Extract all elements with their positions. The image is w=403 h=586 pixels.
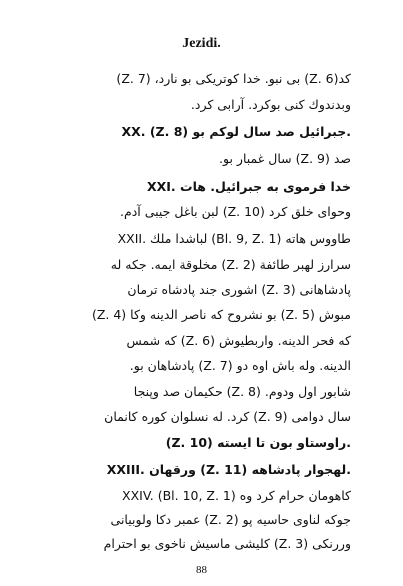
text-line: كه فحر الدينه. واربطيوش (Z. 6) كه شمس <box>126 333 351 348</box>
text-line: XXIII. ورقهان (Z. 11) لهجوار پادشاهه. <box>106 462 351 477</box>
text-line: شابور اول ودوم. (Z. 8) حكيمان صد وپنجا <box>133 384 351 399</box>
text-line: XXIV. (Bl. 10, Z. 1) كاهومان حرام كرد وه <box>122 488 351 503</box>
text-line: (Z. 4) بو نشروح كه ناصر الدينه وكا (Z. 5) مبوش <box>91 307 351 322</box>
text-line: XXI. خدا فرموى به جبرائيل. هات <box>146 179 351 194</box>
page-number: 88 <box>196 564 207 576</box>
text-line: جوكه لناوى حاسيه پو (Z. 2) عمبر دكا ولوبيانى <box>110 512 351 527</box>
text-line: وحواى خلق كرد (Z. 10) لبن باغل جيبى آدم. <box>119 204 351 219</box>
text-line: وررنكى (Z. 3) كليشى ماسيش ناخوى بو احترام <box>103 536 351 551</box>
page-header: Jezidi. <box>182 36 221 51</box>
text-line: الدينه. وله باش اوه دو (Z. 7) پادشاهان بو. <box>129 358 351 373</box>
text-line: پادشاهانى (Z. 3) اشورى جند پادشاه ترمان <box>127 282 351 297</box>
text-line: كد(Z. 6) بى نبو. خدا كوتريكى بو نارد، (Z. 7) <box>116 71 351 86</box>
text-line: سرارز لهبر طائفة (Z. 2) مخلوقة ايمه. جكه له <box>110 257 351 272</box>
text-line: (Z. 10) راوستاو بون تا ايسته. <box>165 435 351 450</box>
text-line: سال دوامى (Z. 9) كرد. له نسلوان كوره كانمان <box>104 409 351 424</box>
text-line: XXII. لباشدا ملك (Bl. 9, Z. 1) طاووس هاته <box>117 231 351 246</box>
text-line: XX. (Z. 8) جبرائيل صد سال لوكم بو. <box>121 124 351 139</box>
text-line: صد (Z. 9) سال غمبار بو. <box>219 151 351 166</box>
text-line: وبدندوك كنى بوكرد. آرابى كرد. <box>190 97 351 112</box>
